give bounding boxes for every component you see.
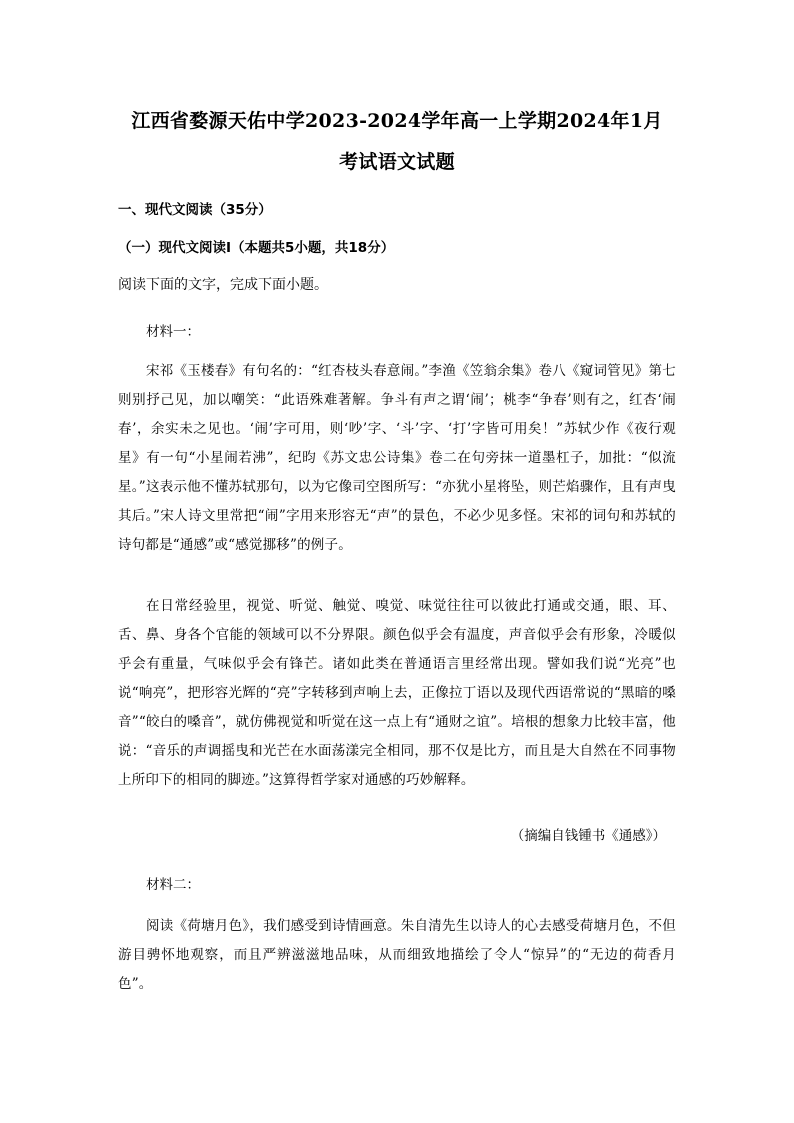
reading-instruction: 阅读下面的文字，完成下面小题。 xyxy=(118,277,328,293)
material-two-label: 材料二： xyxy=(146,877,200,893)
subsection-heading: （一）现代文阅读Ⅰ（本题共5小题，共18分） xyxy=(118,240,395,256)
material-one-citation: （摘编自钱锺书《通感》） xyxy=(510,828,666,844)
document-title-line2: 考试语文试题 xyxy=(339,151,455,173)
material-two-paragraph: 阅读《荷塘月色》，我们感受到诗情画意。朱自清先生以诗人的心去感受荷塘月色，不但游目骋怀地观察，而且严辨滋滋地品味，从而细致地描绘了令人“惊异”的“无边的荷香月色”。 xyxy=(118,918,676,992)
material-one-paragraph: 宋祁《玉楼春》有句名的：“红杏枝头春意闹。”李渔《笠翁余集》卷八《窥词管见》第七则别抒己见，加以嘲笑：“此语殊难著解。争斗有声之谓‘闹’；桃李“争春’则有之，红杏‘闹春’，余实未之见也。‘闹’字可用，则‘吵’字、‘斗’字、‘打’字皆可用矣！”苏轼少作《夜行观星》有一句“小星闹若沸”，纪昀《苏文忠公诗集》卷二在句旁抹一道墨杠子，加批：“似流星。”这表示他不懂苏轼那句，以为它像司空图所写：“亦犹小星将坠，则芒焰骤作，且有声曳其后。”宋人诗文里常把“闹”字用来形容无“声”的景色，不必少见多怪。宋祁的词句和苏轼的诗句都是“通感”或“感觉挪移”的例子。 xyxy=(118,363,676,553)
material-one-paragraph: 在日常经验里，视觉、听觉、触觉、嗅觉、味觉往往可以彼此打通或交通，眼、耳、舌、鼻、身各个官能的领域可以不分界限。颜色似乎会有温度，声音似乎会有形象，冷暖似乎会有重量，气味似乎会有锋芒。诸如此类在普通语言里经常出现。譬如我们说“光亮”也说“响亮”，把形容光辉的“亮”字转移到声响上去，正像拉丁语以及现代西语常说的“黑暗的嗓音”“皎白的嗓音”，就仿佛视觉和听觉在这一点上有“通财之谊”。培根的想象力比较丰富，他说：“音乐的声调摇曳和光芒在水面荡漾完全相同，那不仅是比方，而且是大自然在不同事物上所印下的相同的脚迹。”这算得哲学家对通感的巧妙解释。 xyxy=(118,598,676,788)
section-heading: 一、现代文阅读（35分） xyxy=(118,202,272,218)
document-title-line1: 江西省婺源天佑中学2023-2024学年高一上学期2024年1月 xyxy=(131,110,663,132)
material-one-label: 材料一： xyxy=(146,324,200,340)
